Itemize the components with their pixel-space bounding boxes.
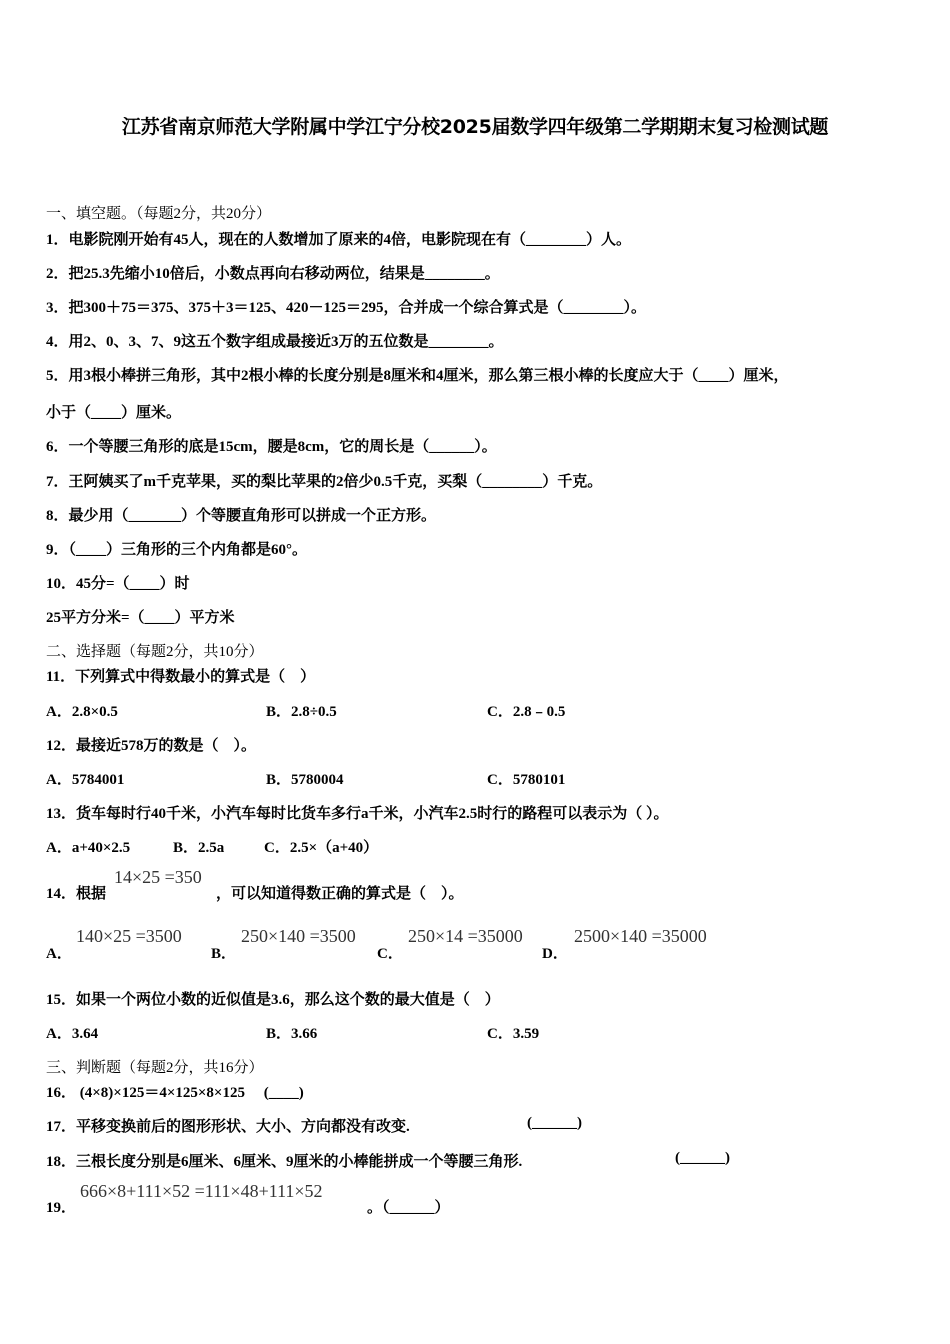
question-5-line-1: 5．用3根小棒拼三角形，其中2根小棒的长度分别是8厘米和4厘米，那么第三根小棒的长度应大于（____）厘米， (46, 368, 789, 384)
question-1: 1．电影院刚开始有45人，现在的人数增加了原来的4倍，电影院现在有（________）人。 (46, 232, 632, 248)
q14-label-a: A． (46, 946, 72, 962)
question-9: 9．（____）三角形的三个内角都是60°。 (46, 542, 308, 558)
question-6: 6．一个等腰三角形的底是15cm，腰是8cm，它的周长是（______）。 (46, 439, 497, 455)
q14-label-d: D． (542, 946, 568, 962)
question-17: 17．平移变换前后的图形形状、大小、方向都没有改变. (46, 1119, 410, 1135)
question-19-prefix: 19． (46, 1200, 77, 1216)
q12-option-c: C．5780101 (487, 772, 566, 788)
q14-option-c: 250×14 =35000 (408, 926, 523, 946)
question-8: 8．最少用（_______）个等腰直角形可以拼成一个正方形。 (46, 508, 437, 524)
q14-option-d: 2500×140 =35000 (574, 926, 707, 946)
q14-option-b: 250×140 =3500 (241, 926, 356, 946)
q14-label-c: C． (377, 946, 403, 962)
section-fill-blank: 一、填空题。（每题2分，共20分） (46, 206, 272, 222)
question-14-prefix: 14．根据 (46, 886, 107, 902)
question-12: 12．最接近578万的数是（ ）。 (46, 738, 257, 754)
question-13: 13．货车每时行40千米，小汽车每时比货车多行a千米，小汽车2.5时行的路程可以表示为（ ）。 (46, 806, 669, 822)
question-4: 4．用2、0、3、7、9这五个数字组成最接近3万的五位数是________。 (46, 334, 504, 350)
q13-option-b: B．2.5a (173, 840, 225, 856)
q17-answer-blank: (______) (527, 1115, 582, 1131)
q15-option-a: A．3.64 (46, 1026, 99, 1042)
q14-formula: 14×25 =350 (114, 867, 202, 887)
q13-option-c: C．2.5×（a+40） (264, 840, 379, 856)
q12-option-a: A．5784001 (46, 772, 125, 788)
question-19-suffix: 。（______） (367, 1200, 450, 1216)
section-true-false: 三、判断题（每题2分，共16分） (46, 1060, 264, 1076)
q19-formula: 666×8+111×52 =111×48+111×52 (80, 1181, 323, 1201)
q11-option-c: C．2.8﹣0.5 (487, 704, 566, 720)
question-10-line-2: 25平方分米=（____）平方米 (46, 610, 235, 626)
question-2: 2．把25.3先缩小10倍后，小数点再向右移动两位，结果是________。 (46, 266, 500, 282)
question-15: 15．如果一个两位小数的近似值是3.6，那么这个数的最大值是（ ） (46, 992, 500, 1008)
section-multiple-choice: 二、选择题（每题2分，共10分） (46, 644, 264, 660)
q14-label-b: B． (211, 946, 237, 962)
q15-option-b: B．3.66 (266, 1026, 318, 1042)
question-3: 3．把300＋75＝375、375＋3＝125、420－125＝295，合并成一个综合算式是（________）。 (46, 300, 647, 316)
question-5-line-2: 小于（____）厘米。 (46, 405, 182, 421)
q14-option-a: 140×25 =3500 (76, 926, 182, 946)
page-title: 江苏省南京师范大学附属中学江宁分校2025届数学四年级第二学期期末复习检测试题 (121, 116, 829, 138)
q11-option-b: B．2.8÷0.5 (266, 704, 337, 720)
q12-option-b: B．5780004 (266, 772, 344, 788)
q13-option-a: A．a+40×2.5 (46, 840, 131, 856)
q18-answer-blank: (______) (675, 1150, 730, 1166)
question-7: 7．王阿姨买了m千克苹果，买的梨比苹果的2倍少0.5千克，买梨（________）千克。 (46, 474, 603, 490)
question-18: 18．三根长度分别是6厘米、6厘米、9厘米的小棒能拼成一个等腰三角形. (46, 1154, 523, 1170)
question-16: 16． (4×8)×125＝4×125×8×125 (____) (46, 1085, 304, 1101)
question-11: 11．下列算式中得数最小的算式是（ ） (46, 669, 316, 685)
question-10-line-1: 10．45分=（____）时 (46, 576, 190, 592)
q11-option-a: A．2.8×0.5 (46, 704, 118, 720)
question-14-suffix: ，可以知道得数正确的算式是（ ）。 (216, 886, 464, 902)
q15-option-c: C．3.59 (487, 1026, 540, 1042)
